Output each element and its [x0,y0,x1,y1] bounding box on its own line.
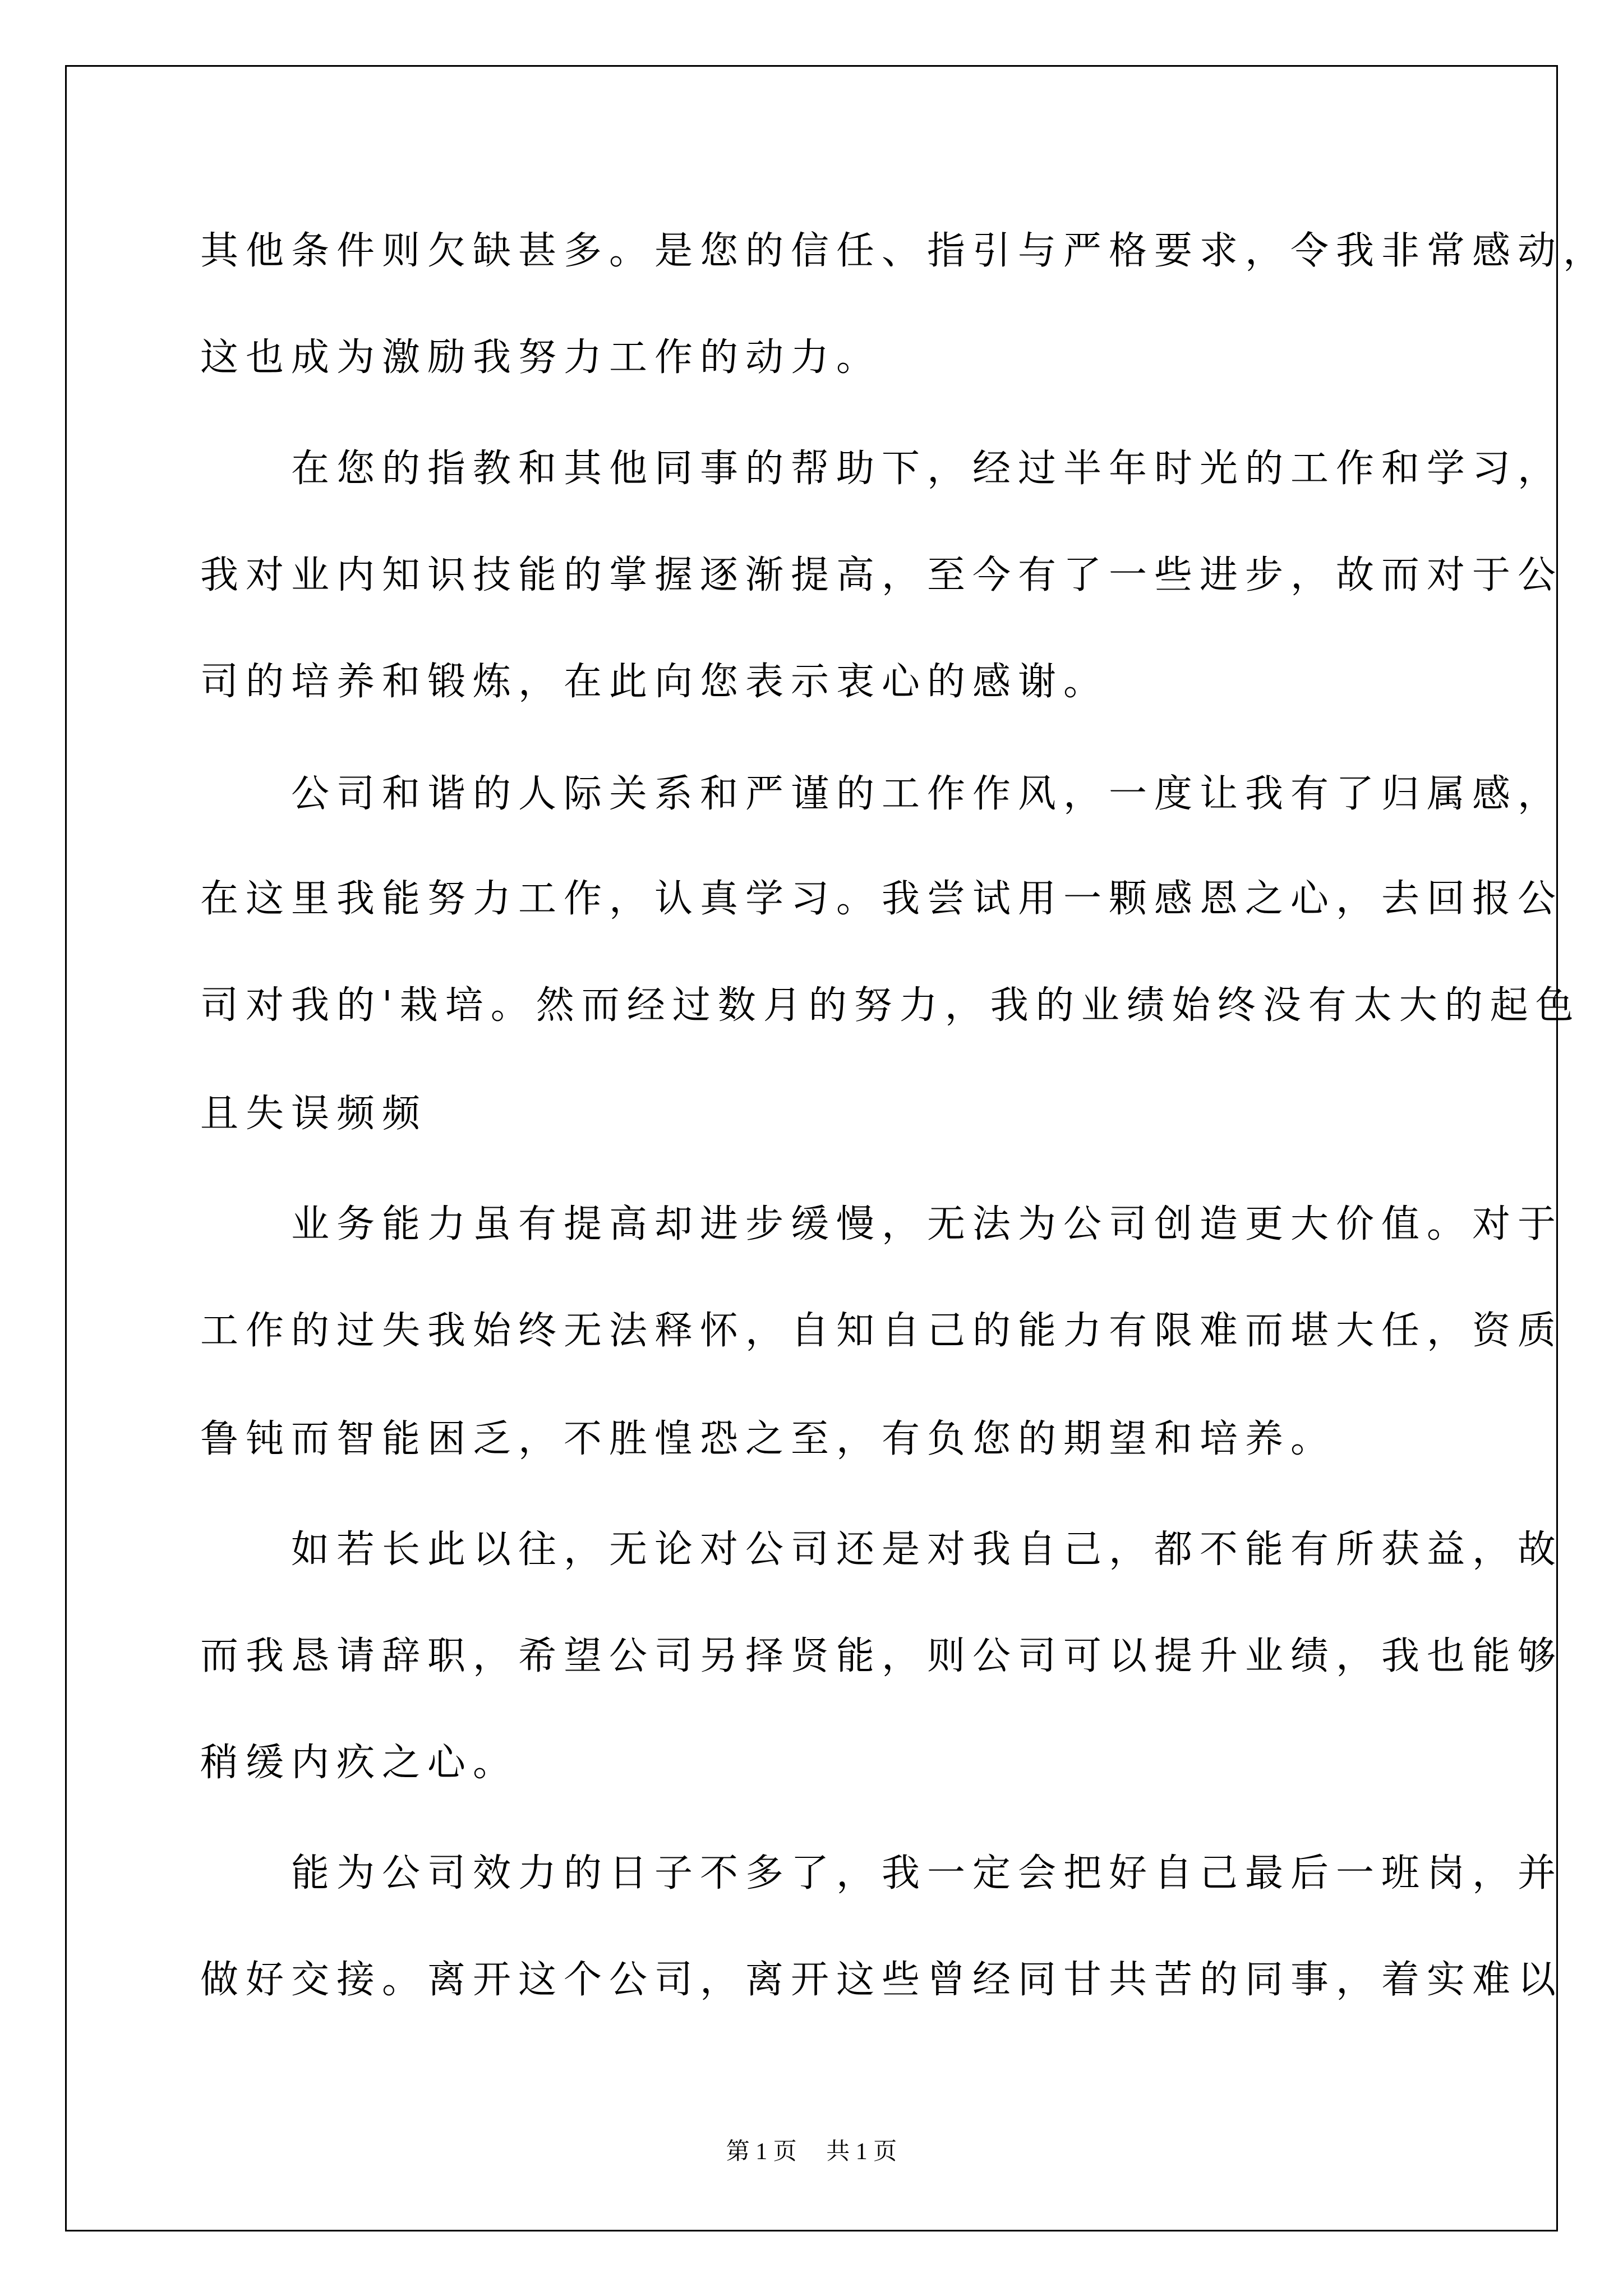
body-line-5: 司的培养和锻炼，在此向您表示衷心的感谢。 [200,660,1109,704]
body-line-7: 在这里我能努力工作，认真学习。我尝试用一颗感恩之心，去回报公 [200,877,1564,921]
body-line-6: 公司和谐的人际关系和严谨的工作作风，一度让我有了归属感， [200,772,1564,816]
page-border [65,65,1558,2231]
body-line-4: 我对业内知识技能的掌握逐渐提高，至今有了一些进步，故而对于公 [200,553,1564,597]
body-line-16: 能为公司效力的日子不多了，我一定会把好自己最后一班岗，并 [200,1851,1564,1895]
body-line-2: 这也成为激励我努力工作的动力。 [200,335,882,380]
page-number-footer: 第 1 页 共 1 页 [726,2139,897,2165]
body-line-10: 业务能力虽有提高却进步缓慢，无法为公司创造更大价值。对于 [200,1202,1564,1246]
body-line-3: 在您的指教和其他同事的帮助下，经过半年时光的工作和学习， [200,447,1564,491]
body-line-1: 其他条件则欠缺甚多。是您的信任、指引与严格要求，令我非常感动， [200,229,1609,273]
body-line-9: 且失误频频 [200,1092,428,1136]
body-line-12: 鲁钝而智能困乏，不胜惶恐之至，有负您的期望和培养。 [200,1417,1336,1461]
body-line-8: 司对我的'栽培。然而经过数月的努力，我的业绩始终没有太大的起色 [200,983,1581,1028]
body-line-15: 稍缓内疚之心。 [200,1741,519,1785]
body-line-17: 做好交接。离开这个公司，离开这些曾经同甘共苦的同事，着实难以 [200,1958,1564,2002]
body-line-14: 而我恳请辞职，希望公司另择贤能，则公司可以提升业绩，我也能够 [200,1634,1564,1678]
body-line-11: 工作的过失我始终无法释怀，自知自己的能力有限难而堪大任，资质 [200,1309,1564,1353]
body-line-13: 如若长此以往，无论对公司还是对我自己，都不能有所获益，故 [200,1527,1564,1572]
